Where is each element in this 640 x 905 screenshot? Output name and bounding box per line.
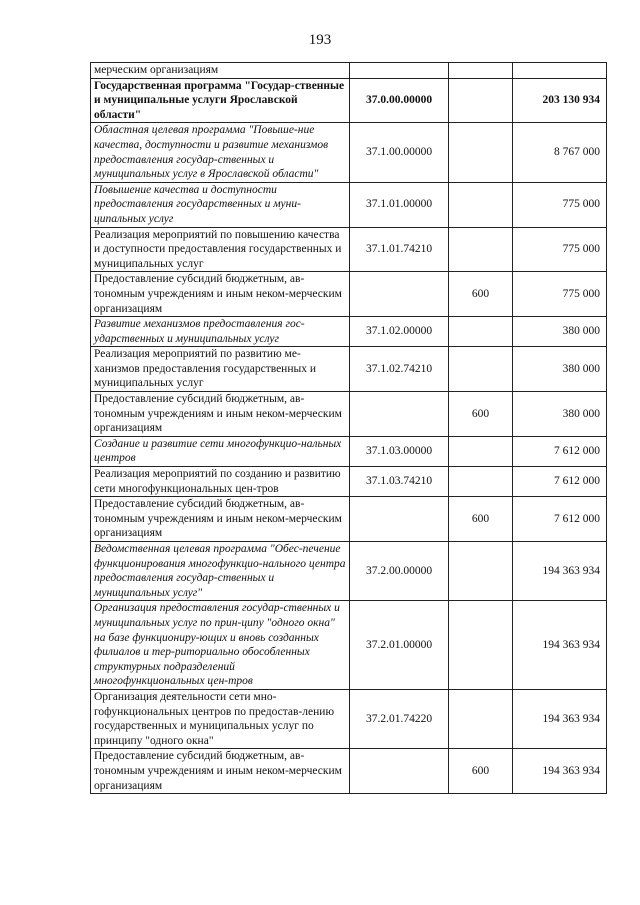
row-code-cell: 37.1.01.74210: [350, 227, 449, 272]
row-code-cell: [350, 272, 449, 317]
row-name-cell: Областная целевая программа "Повыше-ние качества, доступности и развитие механизмов предоставления государ-ственных и муниципальных услуг в Ярославской области": [91, 123, 350, 182]
row-name-cell: Организация предоставления государ-ственных и муниципальных услуг по прин-ципу "одного окна" на базе функциониру-ющих и вновь созданных филиалов и тер-риториально обособленных структурных подразделений многофункциональных цен-тров: [91, 601, 350, 690]
row-type-cell: 600: [449, 497, 513, 542]
row-amount-cell: 380 000: [513, 317, 607, 347]
row-code-cell: 37.1.02.00000: [350, 317, 449, 347]
row-code-cell: 37.1.02.74210: [350, 347, 449, 392]
row-code-cell: 37.1.01.00000: [350, 182, 449, 227]
row-name-cell: Развитие механизмов предоставления гос-ударственных и муниципальных услуг: [91, 317, 350, 347]
table-row: [91, 227, 607, 272]
row-type-cell: [449, 467, 513, 497]
budget-table: [90, 62, 607, 794]
table-row: [91, 78, 607, 123]
table-row: [91, 497, 607, 542]
row-name-cell: Реализация мероприятий по развитию ме-ханизмов предоставления государственных и муниципальных услуг: [91, 347, 350, 392]
table-row: [91, 347, 607, 392]
row-code-cell: 37.1.03.74210: [350, 467, 449, 497]
row-name-cell: Повышение качества и доступности предоставления государственных и муни-ципальных услуг: [91, 182, 350, 227]
row-amount-cell: 775 000: [513, 182, 607, 227]
row-name-cell: Предоставление субсидий бюджетным, ав-тономным учреждениям и иным неком-мерческим организациям: [91, 497, 350, 542]
row-amount-cell: 380 000: [513, 392, 607, 437]
table-row: [91, 392, 607, 437]
row-type-cell: 600: [449, 272, 513, 317]
row-code-cell: 37.2.01.74220: [350, 689, 449, 748]
table-row: [91, 436, 607, 466]
row-amount-cell: 380 000: [513, 347, 607, 392]
row-amount-cell: 194 363 934: [513, 542, 607, 601]
row-code-cell: [350, 63, 449, 79]
row-amount-cell: 194 363 934: [513, 601, 607, 690]
row-type-cell: [449, 689, 513, 748]
row-name-cell: Ведомственная целевая программа "Обес-печение функционирования многофункцио-нального центра предоставления государ-ственных и муниципальных услуг": [91, 542, 350, 601]
row-amount-cell: 8 767 000: [513, 123, 607, 182]
row-type-cell: [449, 601, 513, 690]
row-amount-cell: 775 000: [513, 227, 607, 272]
page-number: 193: [308, 32, 332, 48]
table-row: [91, 272, 607, 317]
row-type-cell: [449, 123, 513, 182]
table-row: [91, 601, 607, 690]
table-row: [91, 123, 607, 182]
row-type-cell: [449, 317, 513, 347]
table-row: [91, 542, 607, 601]
row-amount-cell: 194 363 934: [513, 689, 607, 748]
row-amount-cell: 7 612 000: [513, 436, 607, 466]
row-type-cell: [449, 78, 513, 123]
row-code-cell: 37.1.00.00000: [350, 123, 449, 182]
row-type-cell: 600: [449, 392, 513, 437]
row-name-cell: Предоставление субсидий бюджетным, ав-тономным учреждениям и иным неком-мерческим организациям: [91, 272, 350, 317]
row-type-cell: 600: [449, 749, 513, 794]
row-code-cell: 37.2.00.00000: [350, 542, 449, 601]
row-type-cell: [449, 347, 513, 392]
row-code-cell: 37.0.00.00000: [350, 78, 449, 123]
table-row: [91, 467, 607, 497]
row-code-cell: 37.1.03.00000: [350, 436, 449, 466]
table-row: [91, 317, 607, 347]
row-name-cell: Создание и развитие сети многофункцио-нальных центров: [91, 436, 350, 466]
row-type-cell: [449, 182, 513, 227]
row-name-cell: Предоставление субсидий бюджетным, ав-тономным учреждениям и иным неком-мерческим организациям: [91, 749, 350, 794]
row-code-cell: [350, 497, 449, 542]
row-name-cell: Предоставление субсидий бюджетным, ав-тономным учреждениям и иным неком-мерческим организациям: [91, 392, 350, 437]
row-amount-cell: 7 612 000: [513, 497, 607, 542]
row-type-cell: [449, 63, 513, 79]
table-row: [91, 749, 607, 794]
row-type-cell: [449, 542, 513, 601]
row-amount-cell: 775 000: [513, 272, 607, 317]
table-row: [91, 689, 607, 748]
row-amount-cell: 194 363 934: [513, 749, 607, 794]
row-name-cell: Реализация мероприятий по повышению качества и доступности предоставления государственных и муниципальных услуг: [91, 227, 350, 272]
row-name-cell: мерческим организациям: [91, 63, 350, 79]
row-type-cell: [449, 227, 513, 272]
row-name-cell: Государственная программа "Государ-ственные и муниципальные услуги Ярославской области": [91, 78, 350, 123]
row-code-cell: [350, 392, 449, 437]
row-amount-cell: [513, 63, 607, 79]
table-row: [91, 182, 607, 227]
row-name-cell: Организация деятельности сети мно-гофункциональных центров по предостав-лению государственных и муниципальных услуг по принципу "одного окна": [91, 689, 350, 748]
row-amount-cell: 7 612 000: [513, 467, 607, 497]
table-row: [91, 63, 607, 79]
row-amount-cell: 203 130 934: [513, 78, 607, 123]
row-type-cell: [449, 436, 513, 466]
row-name-cell: Реализация мероприятий по созданию и развитию сети многофункциональных цен-тров: [91, 467, 350, 497]
row-code-cell: 37.2.01.00000: [350, 601, 449, 690]
row-code-cell: [350, 749, 449, 794]
